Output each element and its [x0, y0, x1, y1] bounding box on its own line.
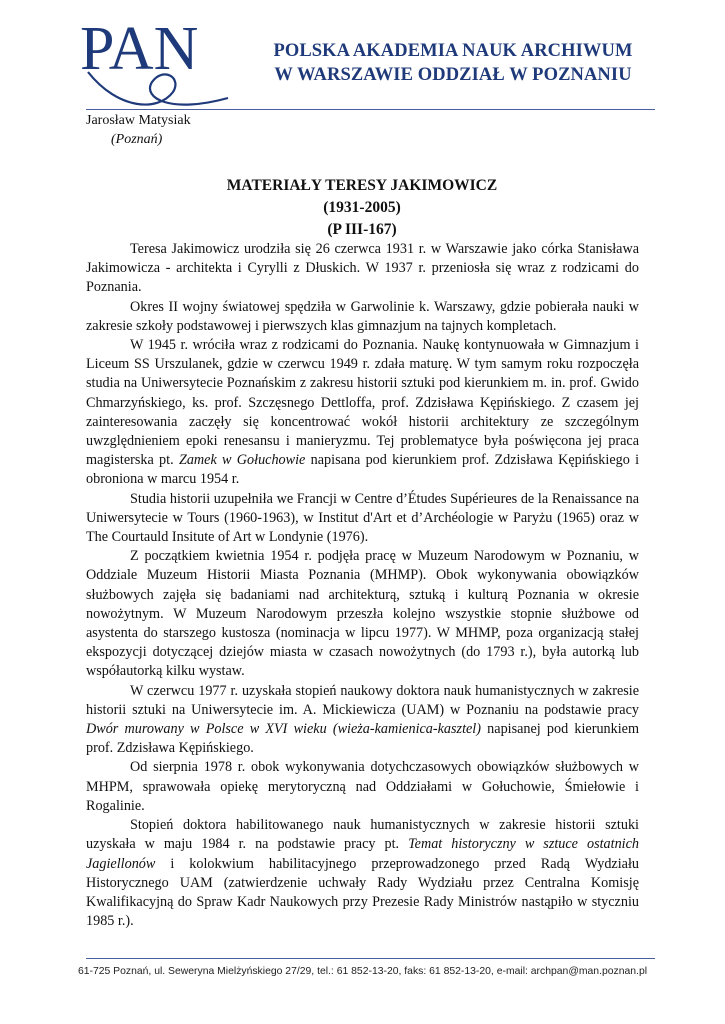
document-title-years: (1931-2005) — [323, 199, 401, 216]
author-place-text: (Poznań) — [111, 132, 163, 147]
paragraph-3 — [86, 336, 639, 490]
document-title: MATERIAŁY TERESY JAKIMOWICZ — [226, 177, 498, 194]
paragraph-2: Okres II wojny światowej spędziła w Garwolinie k. Warszawy, gdzie pobierała nauki w zakresie szkoły podstawowej i pierwszych klas gimnazjum na tajnych kompletach. — [86, 298, 639, 334]
institution-name — [254, 39, 652, 87]
paragraph-8 — [86, 816, 639, 931]
paragraph-5: Z początkiem kwietnia 1954 r. podjęła pracę w Muzeum Narodowym w Poznaniu, w Oddziale Muzeum Historii Miasta Poznania (MHMP). Obok wykonywania obowiązków służbowych zajęła się badaniami nad architekturą, sztuką i kulturą Poznania w okresie nowożytnym. W Muzeum Narodowym przeszła kolejno wszystkie stopnie służbowe od asystenta do starszego kustosza (nominacja w lipcu 1977). W MHMP, poza organizacją stałej ekspozycji dotyczącej dziejów miasta w czasach nowożytnych (do 1793 r.), była autorką lub współautorką kilku wystaw. — [86, 548, 639, 680]
footer-address: 61-725 Poznań, ul. Seweryna Mielżyńskiego 27/29, tel.: 61 852-13-20, faks: 61 852-13-20, e-mail: archpan@man.poznan.pl — [77, 966, 648, 977]
author-block — [86, 111, 191, 149]
pan-logo-graphic — [78, 14, 243, 119]
doctoral-thesis-title: Dwór murowany w Polsce w XVI wieku (wieża-kamienica-kasztel) — [86, 721, 481, 738]
paragraph-3-text-a: W 1945 r. wróciła wraz z rodzicami do Poznania. Naukę kontynuowała w Gimnazjum i Liceum SS Urszulanek, gdzie w czerwcu 1949 r. zdała maturę. W tym samym roku rozpoczęła studia na Uniwersytecie Poznańskim z zakresu historii sztuki pod kierunkiem m. in. prof. Gwido Chmarzyńskiego, ks. prof. Szczęsnego Dettloffa, prof. Zdzisława Kępińskiego. Z czasem jej zainteresowania zaczęły się koncentrować wokół historii architektury ze szczególnym uwzględnieniem epoki renesansu i manieryzmu. Tej problematyce była poświęcona jej praca magisterska pt. — [86, 337, 639, 469]
institution-line-1: POLSKA AKADEMIA NAUK ARCHIWUM — [273, 41, 633, 61]
paragraph-6 — [86, 682, 639, 759]
author-name: Jarosław Matysiak — [86, 113, 191, 128]
paragraph-6-text-a: W czerwcu 1977 r. uzyskała stopień naukowy doktora nauk humanistycznych w zakresie historii sztuki na Uniwersytecie im. A. Mickiewicza (UAM) w Poznaniu na podstawie pracy — [86, 682, 639, 718]
paragraph-8-text-a: Stopień doktora habilitowanego nauk humanistycznych w zakresie historii sztuki uzyskała w maju 1984 r. na podstawie pracy pt. — [86, 817, 639, 853]
author-place — [86, 130, 191, 149]
habilitation-thesis-title: Temat historyczny w sztuce ostatnich Jagiellonów — [86, 836, 639, 872]
thesis-title: Zamek w Gołuchowie — [178, 452, 306, 469]
paragraph-8-text-b: i kolokwium habilitacyjnego przeprowadzonego przed Radą Wydziału Historycznego UAM (zatwierdzenie uchwały Rady Wydziału przez Centralna Komisję Kwalifikacyjną do Spraw Kadr Naukowych przy Prezesie Rady Ministrów nastąpiło w styczniu 1985 r.). — [86, 855, 639, 930]
document-title-signature: (P III-167) — [327, 221, 397, 238]
institution-line-2: W WARSZAWIE ODDZIAŁ W POZNANIU — [274, 65, 632, 85]
paragraph-7: Od sierpnia 1978 r. obok wykonywania dotychczasowych obowiązków służbowych w MHPM, sprawowała opiekę merytoryczną nad Oddziałami w Gołuchowie, Śmiełowie i Rogalinie. — [86, 759, 639, 814]
paragraph-3-text-b: napisana pod kierunkiem prof. Zdzisława Kępińskiego i obroniona w marcu 1954 r. — [86, 452, 640, 488]
paragraph-1: Teresa Jakimowicz urodziła się 26 czerwca 1931 r. w Warszawie jako córka Stanisława Jakimowicza - architekta i Cyrylli z Dłuskich. W 1937 r. przeniosła się wraz z rodzicami do Poznania. — [86, 241, 639, 296]
pan-logo-text: PAN — [80, 15, 199, 83]
paragraph-6-text-b: napisanej pod kierunkiem prof. Zdzisława Kępińskiego. — [86, 721, 639, 757]
pan-logo — [78, 14, 243, 119]
document-body — [86, 240, 639, 931]
footer-divider — [86, 958, 655, 959]
header-divider — [86, 109, 655, 110]
paragraph-4: Studia historii uzupełniła we Francji w Centre d’Études Supérieures de la Renaissance na Uniwersytecie w Tours (1960-1963), w Institut d'Art et d’Archéologie w Paryżu (1965) oraz w The Courtauld Insitute of Art w Londynie (1976). — [86, 490, 639, 546]
